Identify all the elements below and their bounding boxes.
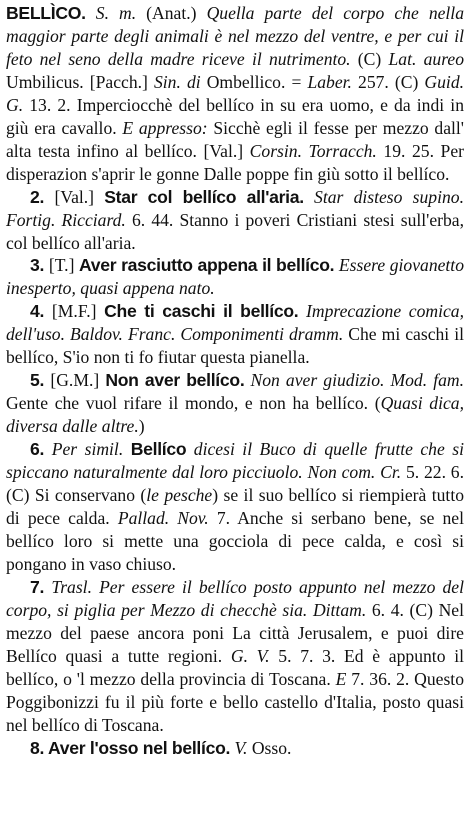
text-run: 19. 25. Per disperazion s'aprir le gonne Dalle poppe fin giù sotto il bellíco. <box>6 140 464 184</box>
text-run: Gente che vuol rifare il mondo, e non ha bellíco. ( <box>6 393 381 414</box>
text-run <box>186 439 193 459</box>
text-run <box>123 439 130 459</box>
text-run: ) <box>138 416 145 437</box>
italic-run: E <box>335 668 347 689</box>
italic-run: Guid. G. <box>6 71 465 115</box>
text-run <box>298 301 306 321</box>
bold-run: 6. <box>30 439 52 460</box>
italic-run: Non aver giudizio. Mod. fam. <box>250 370 465 391</box>
italic-run: Lat. aureo <box>388 48 464 69</box>
text-run: 7. Anche si serbano bene, se nel bellíco loro si mette una gocciola di pece calda, e così si pongano in vaso chiuso. <box>6 507 464 574</box>
sense-5-paragraph <box>6 369 464 438</box>
italic-run: E appresso: <box>122 117 208 138</box>
text-run: [Val.] <box>54 186 105 207</box>
text-run: 13. 2. Imperciocchè del bellíco in su era uomo, e da indi in giù era cavallo. <box>6 94 464 138</box>
italic-run: S. m. <box>95 3 137 23</box>
italic-run: Corsin. Torracch. <box>249 140 377 161</box>
italic-run: Sin. di <box>153 71 201 92</box>
text-run: 6. 4. (C) Nel mezzo del paese ancora poni La città Jerusalem, e puoi dire Bellíco quasi a tutte regioni. <box>6 599 465 666</box>
bold-run: 4. <box>30 301 52 322</box>
sense-4-paragraph <box>6 300 464 369</box>
bold-run: Aver rasciutto appena il bellíco. <box>79 255 335 276</box>
italic-run: le pesche <box>146 485 213 506</box>
text-run: 257. (C) <box>351 71 425 92</box>
entry-definition-paragraph <box>6 2 464 186</box>
italic-run: Trasl. Per essere il bellíco posto appunto nel mezzo del corpo, si piglia per Mezzo di checchè sia. Dittam. <box>6 576 464 620</box>
italic-run: Star disteso supino. Fortig. Ricciard. <box>6 186 464 230</box>
sense-7-paragraph <box>6 576 464 737</box>
bold-run: 3. <box>30 255 49 276</box>
text-run: (C) <box>350 48 389 69</box>
italic-run: V. <box>234 737 248 758</box>
text-run: Umbilicus. [Pacch.] <box>6 71 154 92</box>
sense-3-paragraph <box>6 254 464 300</box>
bold-run: Aver l'osso nel bellíco. <box>48 737 231 758</box>
text-run: Che mi caschi il bellíco, S'io non ti fo fiutar questa pianella. <box>6 324 464 368</box>
bold-run: Star col bellíco all'aria. <box>104 186 304 207</box>
bold-run: Che ti caschi il bellíco. <box>104 301 299 322</box>
italic-run: Per simil. <box>51 439 124 460</box>
text-run: 5. 22. 6. (C) Si conservano ( <box>6 462 465 506</box>
bold-run: BELLÌCO. <box>6 3 86 23</box>
italic-run: Quasi dica, diversa dalle altre. <box>6 393 464 437</box>
bold-run: Non aver bellíco. <box>105 370 245 391</box>
text-run: Osso. <box>247 737 292 758</box>
text-run: Ombellico. = <box>200 71 308 92</box>
italic-run: Laber. <box>307 71 352 92</box>
bold-run: Bellíco <box>130 439 187 460</box>
text-run <box>304 187 314 207</box>
text-run: [M.F.] <box>51 301 105 322</box>
bold-run: 5. <box>30 370 51 391</box>
italic-run: Imprecazione comica, dell'uso. Baldov. Franc. Componimenti dramm. <box>6 301 464 345</box>
text-run: ) se il suo bellíco si riempierà tutto di pece calda. <box>6 485 465 528</box>
text-run: (Anat.) <box>136 3 207 23</box>
text-run: [G.M.] <box>50 370 106 391</box>
italic-run: Essere giovanetto inesperto, quasi appena nato. <box>6 255 464 299</box>
text-run: 7. 36. 2. Questo Poggibonizzi fu il più forte e bello castello d'Italia, posto quasi nel bellíco di Toscana. <box>6 668 464 735</box>
bold-run: 2. <box>30 186 55 207</box>
italic-run: G. V. <box>230 645 270 666</box>
text-run: 6. 44. Stanno i poveri Cristiani stesi sull'erba, col bellíco all'aria. <box>6 209 464 253</box>
bold-run: 7. <box>30 576 52 597</box>
text-run: 5. 7. 3. Ed è appunto il bellíco, o 'l mezzo della provincia di Toscana. <box>6 645 464 689</box>
italic-run: Pallad. Nov. <box>117 507 209 528</box>
text-run <box>86 3 96 23</box>
sense-6-paragraph <box>6 438 464 576</box>
text-run: [T.] <box>48 255 80 276</box>
sense-2-paragraph <box>6 186 464 255</box>
text-run: Sicchè egli il fesse per mezzo dall' alta testa infino al bellíco. [Val.] <box>6 117 464 161</box>
italic-run: dicesi il Buco di quelle frutte che si spiccano naturalmente dal loro picciuolo. Non com. Cr. <box>6 439 464 483</box>
bold-run: 8. <box>30 737 49 758</box>
italic-run: Quella parte del corpo che nella maggior parte degli animali è nel mezzo del ventre, e per cui il feto nel seno della madre riceve il nutrimento. <box>6 3 464 69</box>
sense-8-paragraph <box>6 737 464 760</box>
